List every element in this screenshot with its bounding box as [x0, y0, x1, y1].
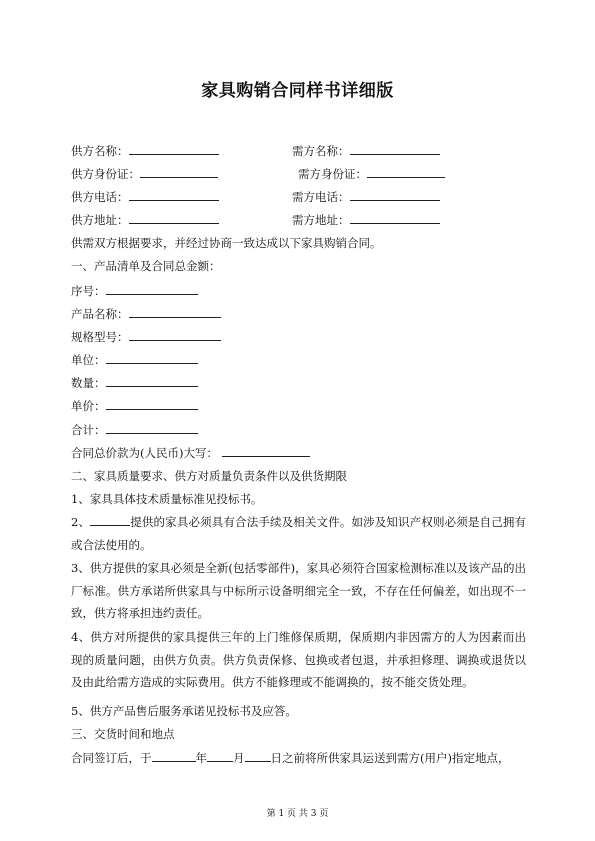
buyer-name-label: 需方名称： — [292, 144, 350, 158]
field-blank — [106, 375, 198, 387]
buyer-id-blank — [367, 166, 445, 178]
year-label: 年 — [195, 751, 207, 765]
contract-total-row — [71, 445, 310, 460]
section2-item5: 5、供方产品售后服务承诺见投标书及应答。 — [71, 704, 297, 718]
supplier-address-row — [71, 212, 219, 227]
section2-item2 — [71, 511, 526, 556]
field-row-unit — [71, 352, 198, 367]
supplier-name-row — [71, 143, 219, 158]
buyer-id-label: 需方身份证： — [298, 167, 367, 181]
item2-text: 提供的家具必须具有合法手续及相关文件。如涉及知识产权则必须是自己拥有或合法使用的。 — [71, 515, 526, 552]
field-label: 序号： — [71, 284, 106, 298]
supplier-address-label: 供方地址： — [71, 213, 129, 227]
field-row-price — [71, 398, 198, 413]
field-row-serial — [71, 283, 198, 298]
month-label: 月 — [233, 751, 245, 765]
field-blank — [106, 398, 198, 410]
field-blank — [106, 283, 198, 295]
supplier-id-label: 供方身份证： — [71, 167, 140, 181]
supplier-phone-blank — [129, 189, 219, 201]
field-label: 合计： — [71, 423, 106, 437]
supplier-name-label: 供方名称： — [71, 144, 129, 158]
field-label: 单价： — [71, 399, 106, 413]
contract-total-blank — [222, 445, 310, 457]
buyer-id-row — [298, 166, 445, 181]
buyer-phone-row — [292, 189, 440, 204]
buyer-name-blank — [350, 143, 440, 155]
supplier-address-blank — [129, 212, 219, 224]
field-blank — [106, 352, 198, 364]
buyer-phone-blank — [350, 189, 440, 201]
supplier-id-blank — [140, 166, 218, 178]
item2-blank — [90, 514, 130, 526]
field-label: 产品名称： — [71, 307, 129, 321]
delivery-text-b: 日之前将所供家具运送到需方(用户)指定地点， — [270, 751, 510, 765]
section2-heading: 二、家具质量要求、供方对质量负责条件以及供货期限 — [71, 469, 347, 483]
supplier-id-row — [71, 166, 218, 181]
supplier-phone-row — [71, 189, 219, 204]
field-row-quantity — [71, 375, 198, 390]
section2-item4: 4、供方对所提供的家具提供三年的上门维修保质期，保质期内非因需方的人为因素而出现的质量问题，由供方负责。供方负责保修、包换或者包退，并承担修理、调换或退货以及由此给需方造成的实际费用。供方不能修理或不能调换的，按不能交货处理。 — [71, 630, 526, 689]
supplier-phone-label: 供方电话： — [71, 190, 129, 204]
field-label: 规格型号： — [71, 330, 129, 344]
contract-total-label: 合同总价款为(人民币)大写： — [71, 446, 218, 460]
field-blank — [129, 329, 221, 341]
section1-heading: 一、产品清单及合同总金额： — [71, 259, 221, 273]
section3-heading: 三、交货时间和地点 — [71, 727, 175, 741]
section2-item3: 3、供方提供的家具必须是全新(包括零部件)，家具必须符合国家检测标准以及该产品的出厂标准。供方承诺所供家具与中标所示设备明细完全一致，不存在任何偏差，如出现不一致，供方将承担违约责任。 — [71, 561, 526, 620]
month-blank — [207, 750, 233, 762]
buyer-address-row — [292, 212, 440, 227]
day-blank — [245, 750, 271, 762]
buyer-name-row — [292, 143, 440, 158]
item2-prefix: 2、 — [71, 515, 91, 529]
field-row-spec — [71, 329, 221, 344]
section2-item1: 1、家具具体技术质量标准见投标书。 — [71, 492, 263, 506]
section3-text — [71, 750, 509, 765]
field-label: 数量： — [71, 376, 106, 390]
buyer-phone-label: 需方电话： — [292, 190, 350, 204]
year-blank — [152, 750, 196, 762]
field-label: 单位： — [71, 353, 106, 367]
document-title: 家具购销合同样书详细版 — [201, 81, 394, 101]
supplier-name-blank — [129, 143, 219, 155]
field-blank — [106, 422, 198, 434]
field-blank — [129, 306, 221, 318]
page-footer: 第 1 页 共 3 页 — [266, 809, 329, 819]
buyer-address-blank — [350, 212, 440, 224]
intro-text: 供需双方根据要求，并经过协商一致达成以下家具购销合同。 — [71, 236, 382, 250]
field-row-total — [71, 422, 198, 437]
delivery-text-a: 合同签订后，于 — [71, 751, 152, 765]
buyer-address-label: 需方地址： — [292, 213, 350, 227]
field-row-product-name — [71, 306, 221, 321]
